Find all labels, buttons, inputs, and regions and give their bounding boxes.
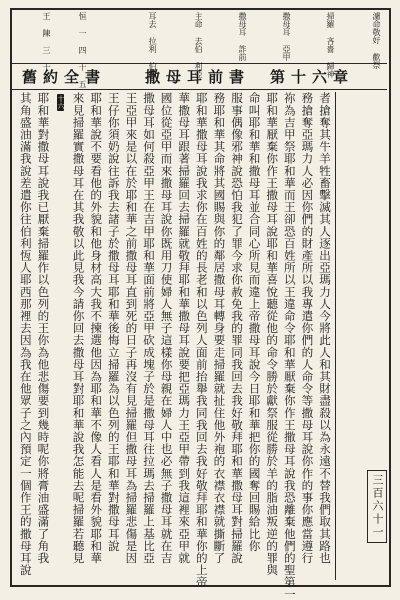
text-column: 耶和華對撒母耳說我已厭棄掃羅作以色列的王你為他悲傷要到幾時呢你將膏油盛滿了角我 — [36, 92, 51, 564]
running-header — [10, 63, 387, 90]
marginal-note: 掃羅 吝嗇 歸神 — [326, 12, 335, 78]
marginal-note: 耳去 拉利 伯撤 — [148, 12, 157, 78]
main-text — [14, 92, 332, 600]
text-column: 服事偶像邪神說恐怕我犯了罪今求你赦免我的罪同我回去我好敬拜耶和華撒母耳對掃羅說 — [230, 92, 244, 564]
text-column: 撒母耳如何殺亞甲王在吉甲耶和華面前將亞甲砍成塊子於是撒母耳往拉瑪去掃羅上基比亞 — [142, 92, 156, 564]
chapter-title: 第十六章 — [270, 68, 355, 86]
text-column: 祢為吉甲祭耶和華而王卻恐百姓所以王違命令耶和華厭棄你作王撒母耳說我恐離棄他們的聖第一 — [282, 92, 297, 600]
text-column: 耶和華厭棄你作王撒母耳說耶和華喜悅聽從他的命令勝於獻祭服從勝於羊的脂油叛逆的罪與 — [265, 92, 280, 576]
text-column: 命叫耶和華和撒母耳並合同心所見而違上帝撒母耳說今日耶和華把你的國奪回賜給比你 — [247, 92, 262, 552]
verse-marker: 十六 — [57, 95, 65, 110]
page-number: 三百六十一 — [367, 470, 387, 543]
marginal-note: 濾命敬好 歡祭 — [372, 12, 381, 69]
text-column — [55, 92, 67, 580]
marginal-note: 撒母耳 詐前 — [238, 12, 247, 61]
marginal-note: 王 陳 三 十 — [42, 12, 51, 71]
text-column: 王仔你須奶說往訴我去諸子於撒母耳耶和華後悔立掃羅為以色列的王耶和華對撒母耳說 — [106, 92, 121, 552]
marginal-note: 主命 去伯 利亞 — [194, 12, 203, 78]
book-title: 舊約全書 — [22, 68, 107, 86]
text-column: 耶和華說不要看他的外貌和他身材高大我不揀選他因為耶和華不像人看人是看外貌耶和華 — [89, 92, 104, 564]
text-column: 國位從亞甲而來撒母耳說你既用刀使婦人無子這樣你母親在婦人中也必無子撒母耳就在吉 — [159, 92, 174, 564]
marginal-note: 撒母耳 亞甲 — [282, 12, 291, 61]
text-column: 王亞甲來是以在於耶和華之前撒母耳直到死的日子再沒有見掃羅但撒母耳為掃羅悲傷是因 — [124, 92, 139, 564]
text-column: 華撒母耳跟著掃羅回去掃羅就敬拜耶和華撒母耳說要把亞瑪力王亞甲帶到我這裡來亞甲就 — [177, 92, 192, 564]
text-column: 來見掃羅實撒母耳在其我敬以此見我今請你回去撒母耳對耶和華說我怎能去呢掃羅若聽見 — [71, 92, 86, 564]
section-title: 撒母耳前書 — [145, 68, 251, 86]
marginal-note: 恒 一 四 十 五 — [78, 12, 87, 88]
text-column: 其角盛油滿我說差遣你往伯利恆人耶西那裡去因為我在他眾子之內預定一個作王的撒母耳說 — [18, 92, 33, 576]
text-column: 務搶奪亞瑪力人必因你們的財產所以我專遣你們的人命令等撒母耳說你作的事你應當遵行 — [300, 92, 315, 564]
text-column: 務耶和華其命將其國賜與你的鄰居撒母耳轉身要走掃羅就扯住他外袍的衣襟衣襟就撕斷了 — [212, 92, 227, 564]
text-column: 者搶奪其牛羊牲畜擊滅其人逐出亞瑪力人今將此人和其財盡殺以為永遠不替我們取其路也 — [318, 92, 332, 564]
text-column: 耶和華撒母耳說我求你在百姓的長老和以色列人面前抬舉我同我回去我好敬拜耶和華你的上帝 — [194, 92, 209, 589]
